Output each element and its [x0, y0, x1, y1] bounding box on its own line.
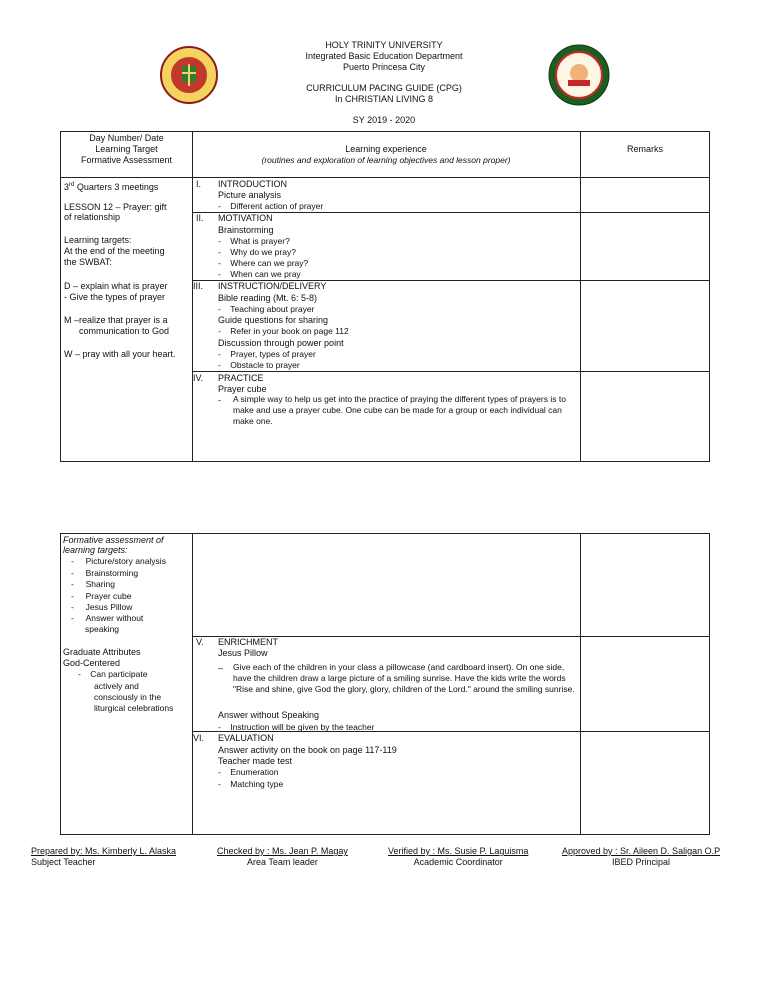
city-name: Puerto Princesa City — [342, 62, 426, 72]
section-sub: Jesus Pillow — [218, 648, 268, 658]
graduate-attributes-label: Graduate Attributes — [63, 647, 141, 657]
list-item: - Brainstorming — [71, 568, 139, 578]
section-sub: Prayer cube — [218, 384, 267, 394]
section-sub: Discussion through power point — [218, 338, 344, 348]
section-number: IV. — [193, 373, 204, 383]
lesson-title-2: of relationship — [64, 212, 121, 222]
checked-by-block — [217, 846, 348, 868]
list-item: - Obstacle to prayer — [218, 360, 300, 370]
target-d-sub: - Give the types of prayer — [64, 292, 166, 302]
prepared-by-block — [31, 846, 176, 868]
list-item: - Answer without — [71, 613, 144, 623]
section-sub: Teacher made test — [218, 756, 293, 766]
section-number: I. — [196, 179, 202, 189]
list-item: - Can participate — [78, 669, 148, 679]
section-sub: Guide questions for sharing — [218, 315, 329, 325]
section-title: INSTRUCTION/DELIVERY — [218, 281, 327, 291]
checked-by: Checked by : Ms. Jean P. Magay — [217, 846, 348, 856]
targets-line-2: At the end of the meeting — [64, 246, 165, 256]
header-learning-experience: Learning experience — [345, 144, 427, 154]
list-item: - Why do we pray? — [218, 247, 296, 257]
pacing-table-2 — [60, 533, 710, 835]
god-centered-label: God-Centered — [63, 658, 121, 668]
approved-by-role: IBED Principal — [612, 857, 671, 867]
list-item: - Prayer, types of prayer — [218, 349, 316, 359]
list-item: - Refer in your book on page 112 — [218, 326, 349, 336]
list-item: - Picture/story analysis — [71, 556, 166, 566]
lesson-title-1: LESSON 12 – Prayer: gift — [64, 202, 167, 212]
section-number: VI. — [193, 733, 205, 743]
university-name: HOLY TRINITY UNIVERSITY — [325, 40, 443, 50]
list-item-cont: speaking — [85, 624, 120, 634]
section-title: INTRODUCTION — [218, 179, 287, 189]
target-d: D – explain what is prayer — [64, 281, 168, 291]
list-item: - Teaching about prayer — [218, 304, 315, 314]
list-item-cont: actively and — [94, 681, 139, 691]
target-m: M –realize that prayer is a — [64, 315, 168, 325]
checked-by-role: Area Team leader — [247, 857, 318, 867]
list-item: - Matching type — [218, 779, 284, 789]
enrichment-description: Give each of the children in your class a pillowcase (and cardboard insert). On one side, have the children draw a large picture of a smiling sunrise. Have the kids write the words "Rise and shine, give God the glory, glory, children of the Lord." around the smiling sunrise. — [233, 662, 575, 694]
formative-assessment-label: Formative assessment of — [63, 535, 164, 545]
verified-by: Verified by : Ms. Susie P. Laguisma — [388, 846, 529, 856]
section-sub: Answer without Speaking — [218, 710, 320, 720]
targets-line-3: the SWBAT: — [64, 257, 112, 267]
section-title: MOTIVATION — [218, 213, 273, 223]
section-title: PRACTICE — [218, 373, 264, 383]
section-sub: Picture analysis — [218, 190, 282, 200]
section-number: II. — [196, 213, 204, 223]
prepared-by-role: Subject Teacher — [31, 857, 96, 867]
list-item: - Different action of prayer — [218, 201, 324, 211]
prepared-by: Prepared by: Ms. Kimberly L. Alaska — [31, 846, 177, 856]
subject-title: In CHRISTIAN LIVING 8 — [334, 94, 434, 104]
guide-title: CURRICULUM PACING GUIDE (CPG) — [306, 83, 462, 93]
list-item-cont: liturgical celebrations — [94, 703, 174, 713]
department-name: Integrated Basic Education Department — [305, 51, 463, 61]
pacing-table-1 — [60, 131, 710, 462]
header-learning-target: Learning Target — [95, 144, 158, 154]
section-number: III. — [193, 281, 204, 291]
section-title: ENRICHMENT — [218, 637, 278, 647]
section-sub: Answer activity on the book on page 117-119 — [218, 745, 397, 755]
practice-description: A simple way to help us get into the practice of praying the different types of prayers is to make and use a prayer cube. One cube can be made for a group or each individual can make one. — [233, 394, 566, 426]
section-number: V. — [196, 637, 204, 647]
verified-by-role: Academic Coordinator — [413, 857, 503, 867]
targets-label: Learning targets: — [64, 235, 132, 245]
school-year: SY 2019 - 2020 — [352, 115, 416, 125]
target-m-sub: communication to God — [79, 326, 170, 336]
section-title: EVALUATION — [218, 733, 274, 743]
document-header — [200, 40, 568, 126]
list-item: - Where can we pray? — [218, 258, 309, 268]
list-item: - When can we pray — [218, 269, 301, 279]
header-remarks: Remarks — [626, 144, 663, 154]
formative-assessment-label-2: learning targets: — [63, 545, 128, 555]
list-item-cont: consciously in the — [94, 692, 162, 702]
list-item: - Prayer cube — [71, 591, 132, 601]
section-sub: Brainstorming — [218, 225, 274, 235]
dash: – — [218, 663, 224, 673]
approved-by-block — [562, 846, 720, 868]
list-item: - Instruction will be given by the teacher — [218, 722, 375, 732]
header-learning-experience-sub: (routines and exploration of learning objectives and lesson proper) — [261, 155, 511, 165]
approved-by: Approved by : Sr. Aileen D. Saligan O.P — [562, 846, 721, 856]
target-w: W – pray with all your heart. — [64, 349, 176, 359]
dash: - — [218, 395, 221, 405]
list-item: - Jesus Pillow — [71, 602, 133, 612]
quarter-label: 3rd Quarters 3 meetings — [64, 182, 159, 192]
header-day-number: Day Number/ Date — [89, 133, 164, 143]
verified-by-block — [388, 846, 528, 868]
list-item: - What is prayer? — [218, 236, 290, 246]
section-sub: Bible reading (Mt. 6: 5-8) — [218, 293, 318, 303]
list-item: - Enumeration — [218, 767, 279, 777]
list-item: - Sharing — [71, 579, 115, 589]
header-formative-assessment: Formative Assessment — [80, 155, 173, 165]
